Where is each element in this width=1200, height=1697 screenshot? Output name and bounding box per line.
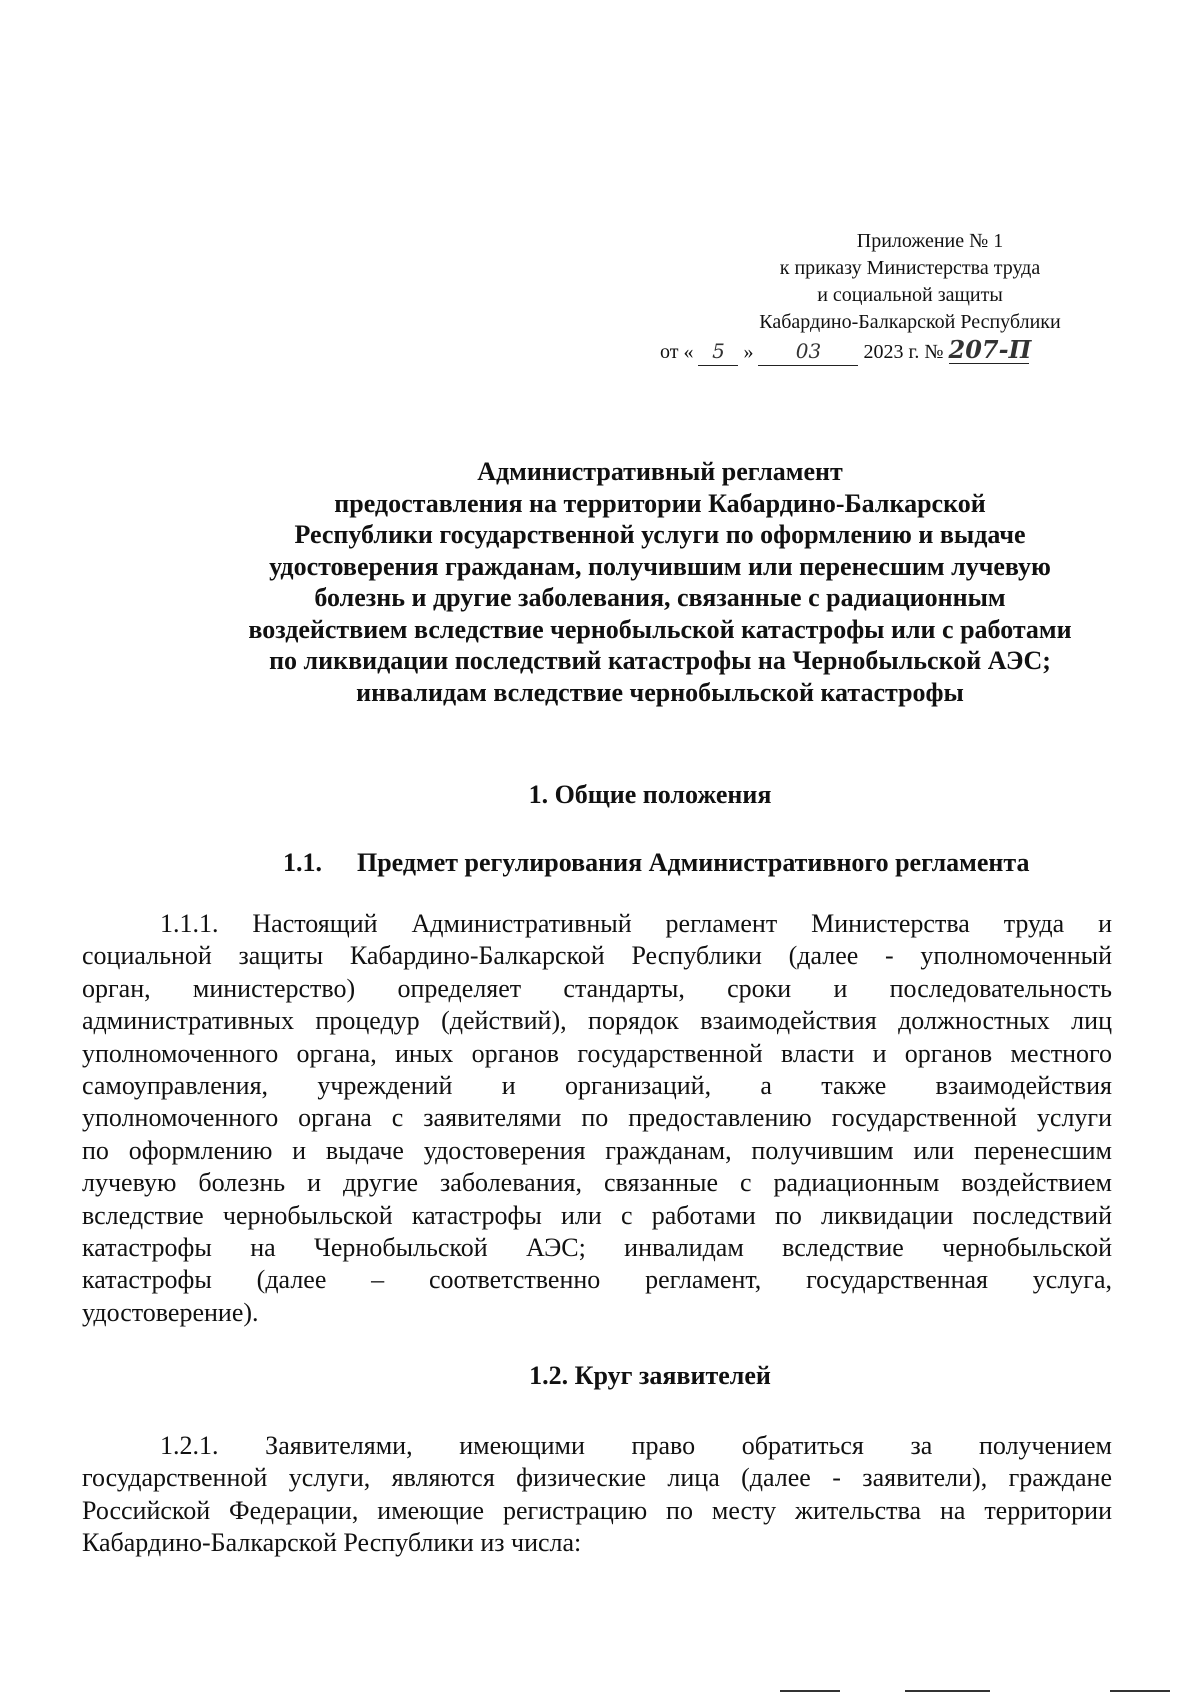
footer-rule [905, 1690, 990, 1692]
paragraph-line: 1.2.1. Заявителями, имеющими право обратиться за получением [160, 1431, 1112, 1460]
paragraph-line: удостоверение). [82, 1297, 259, 1327]
title-line: Административный регламент [477, 457, 843, 486]
title-line: воздействием вследствие чернобыльской катастрофы или с работами [248, 614, 1072, 644]
date-prefix: от « [660, 341, 694, 363]
paragraph-line: административных процедур (действий), порядок взаимодействия должностных лиц [82, 1006, 1112, 1036]
subsection-1-1-heading [283, 848, 1029, 878]
handwritten-month: 03 [758, 338, 858, 366]
paragraph-line: по оформлению и выдаче удостоверения гражданам, получившим или перенесшим [82, 1135, 1112, 1165]
section-1-heading: 1. Общие положения [528, 780, 772, 809]
date-year: 2023 г. № [863, 341, 944, 363]
subsection-1-1-number: 1.1. [283, 848, 322, 877]
subsection-1-2-heading: 1.2. Круг заявителей [529, 1361, 771, 1390]
paragraph-1-2-1 [82, 1430, 1112, 1560]
subsection-1-1-title: Предмет регулирования Административного регламента [357, 848, 1030, 877]
appendix-line-4: Кабардино-Балкарской Республики [759, 311, 1061, 333]
paragraph-line: 1.1.1. Настоящий Административный регламент Министерства труда и [160, 909, 1112, 938]
paragraph-line: лучевую болезнь и другие заболевания, связанные с радиационным воздействием [82, 1168, 1112, 1198]
paragraph-1-1-1 [82, 908, 1112, 1329]
paragraph-line: государственной услуги, являются физические лица (далее - заявители), граждане [82, 1463, 1112, 1493]
paragraph-line: катастрофы (далее – соответственно регламент, государственная услуга, [82, 1265, 1112, 1295]
appendix-line-1: Приложение № 1 [856, 230, 1004, 252]
title-line: Республики государственной услуги по оформлению и выдаче [294, 520, 1026, 549]
footer-rule [780, 1690, 840, 1692]
paragraph-line: уполномоченного органа, иных органов государственной власти и органов местного [82, 1038, 1112, 1068]
appendix-line-2: к приказу Министерства труда [779, 257, 1041, 279]
title-line: болезнь и другие заболевания, связанные с радиационным [314, 583, 1006, 612]
paragraph-line: Кабардино-Балкарской Республики из числа: [82, 1528, 582, 1558]
paragraph-line: орган, министерство) определяет стандарты, сроки и последовательность [82, 973, 1112, 1003]
title-line: предоставления на территории Кабардино-Балкарской [334, 488, 986, 518]
paragraph-line: уполномоченного органа с заявителями по предоставлению государственной услуги [82, 1103, 1112, 1133]
paragraph-line: Российской Федерации, имеющие регистрацию по месту жительства на территории [82, 1495, 1112, 1525]
handwritten-day: 5 [698, 338, 738, 366]
appendix-line-3: и социальной защиты [817, 284, 1003, 306]
title-line: инвалидам вследствие чернобыльской катастрофы [356, 677, 964, 707]
title-line: удостоверения гражданам, получившим или перенесшим лучевую [269, 551, 1051, 581]
appendix-block [660, 228, 1130, 366]
paragraph-line: самоуправления, учреждений и организаций, а также взаимодействия [82, 1071, 1112, 1101]
paragraph-line: социальной защиты Кабардино-Балкарской Республики (далее - уполномоченный [82, 941, 1112, 971]
document-title [195, 456, 1125, 708]
title-line: по ликвидации последствий катастрофы на Чернобыльской АЭС; [269, 646, 1051, 675]
appendix-date-line [660, 336, 1130, 366]
handwritten-order-number: 207-П [948, 335, 1032, 364]
date-mid: » [743, 341, 754, 363]
paragraph-line: катастрофы на Чернобыльской АЭС; инвалидам вследствие чернобыльской [82, 1233, 1112, 1263]
footer-rule [1110, 1690, 1170, 1692]
paragraph-line: вследствие чернобыльской катастрофы или с работами по ликвидации последствий [82, 1200, 1112, 1230]
